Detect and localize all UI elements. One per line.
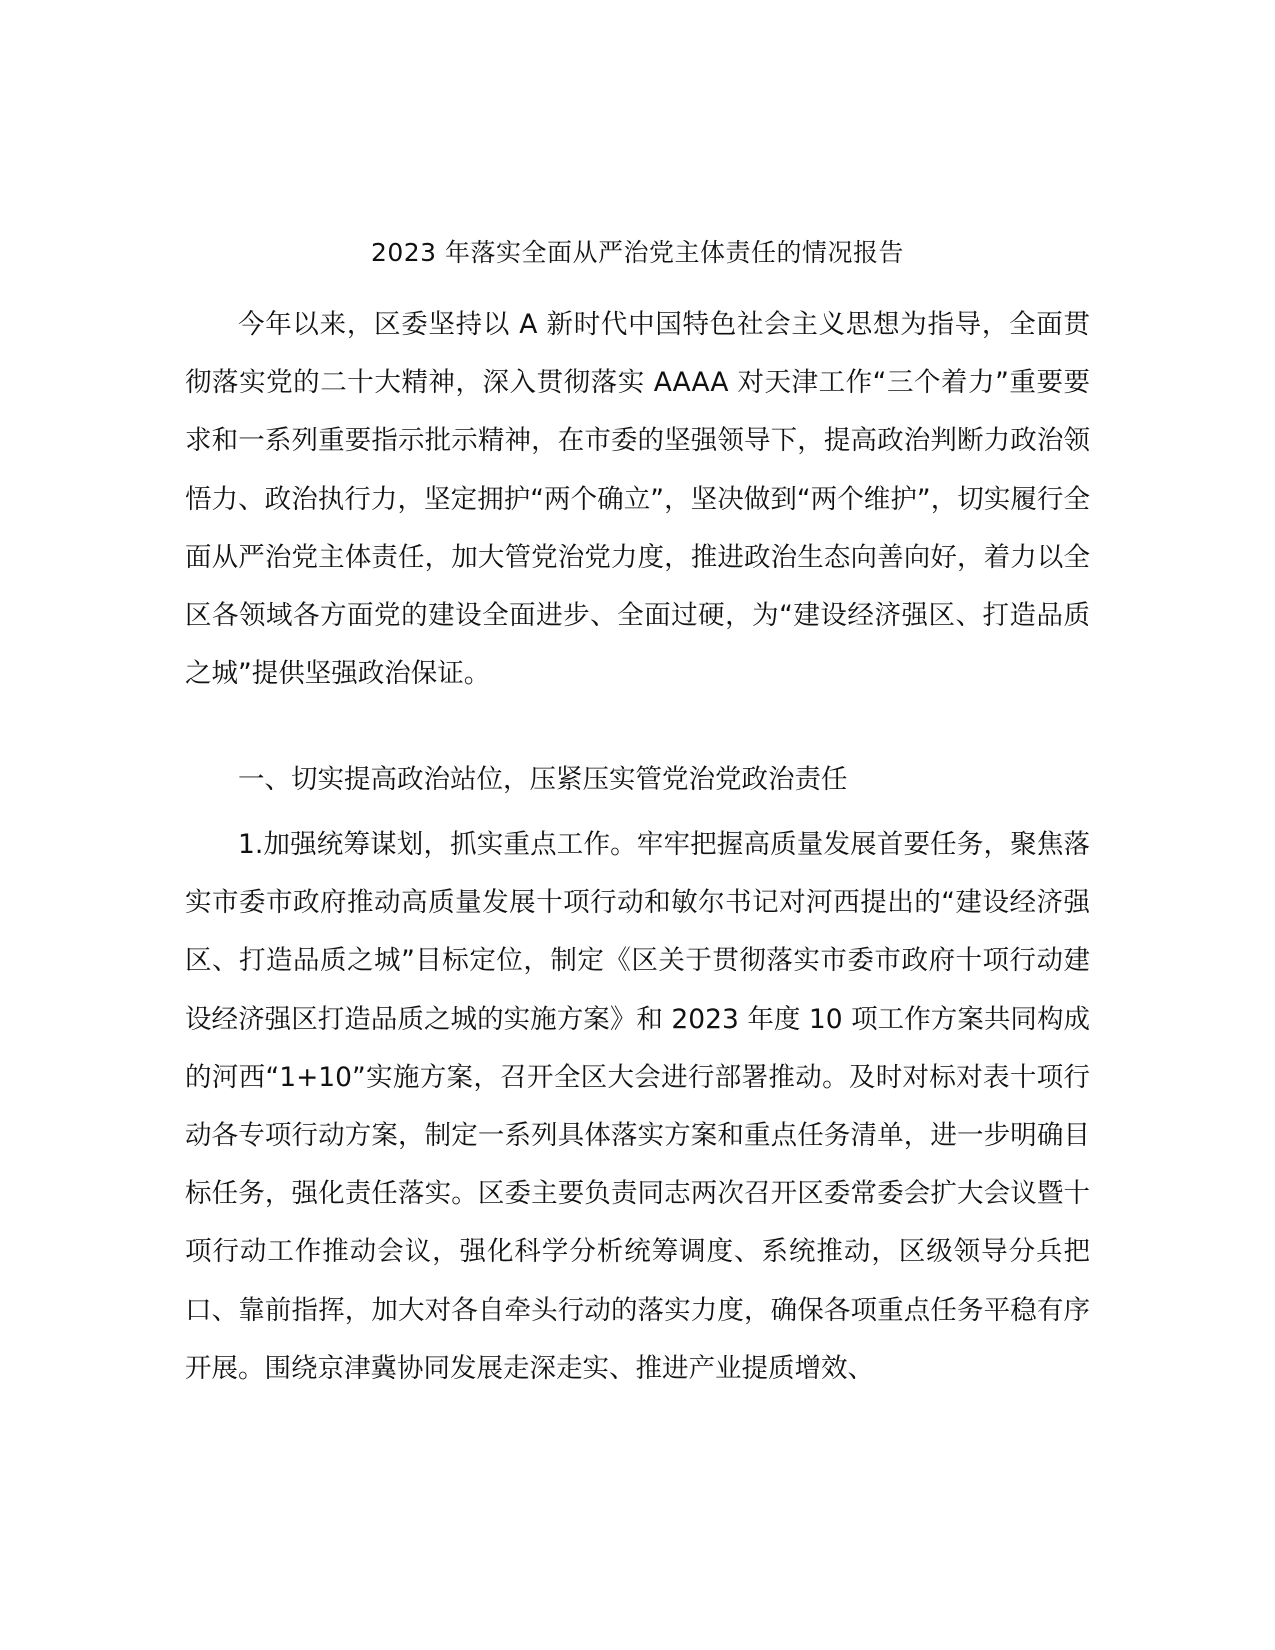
document-title: 2023 年落实全面从严治党主体责任的情况报告	[370, 238, 905, 267]
intro-paragraph: 今年以来，区委坚持以 A 新时代中国特色社会主义思想为指导，全面贯彻落实党的二十大精神，深入贯彻落实 AAAA 对天津工作“三个着力”重要要求和一系列重要指示批示精神，在市委的坚强领导下，提高政治判断力政治领悟力、政治执行力，坚定拥护“两个确立”，坚决做到“两个维护”，切实履行全面从严治党主体责任，加大管党治党力度，推进政治生态向善向好，着力以全区各领域各方面党的建设全面进步、全面过硬，为“建设经济强区、打造品质之城”提供坚强政治保证。	[185, 309, 1090, 690]
paragraph-1-1: 1.加强统筹谋划，抓实重点工作。牢牢把握高质量发展首要任务，聚焦落实市委市政府推动高质量发展十项行动和敏尔书记对河西提出的“建设经济强区、打造品质之城”目标定位，制定《区关于贯彻落实市委市政府十项行动建设经济强区打造品质之城的实施方案》和 2023 年度 10 项工作方案共同构成的河西“1+10”实施方案，召开全区大会进行部署推动。及时对标对表十项行动各专项行动方案，制定一系列具体落实方案和重点任务清单，进一步明确目标任务，强化责任落实。区委主要负责同志两次召开区委常委会扩大会议暨十项行动工作推动会议，强化科学分析统筹调度、系统推动，区级领导分兵把口、靠前指挥，加大对各自牵头行动的落实力度，确保各项重点任务平稳有序开展。围绕京津冀协同发展走深走实、推进产业提质增效、	[185, 829, 1090, 1384]
section-heading-1: 一、切实提高政治站位，压紧压实管党治党政治责任	[238, 764, 848, 795]
